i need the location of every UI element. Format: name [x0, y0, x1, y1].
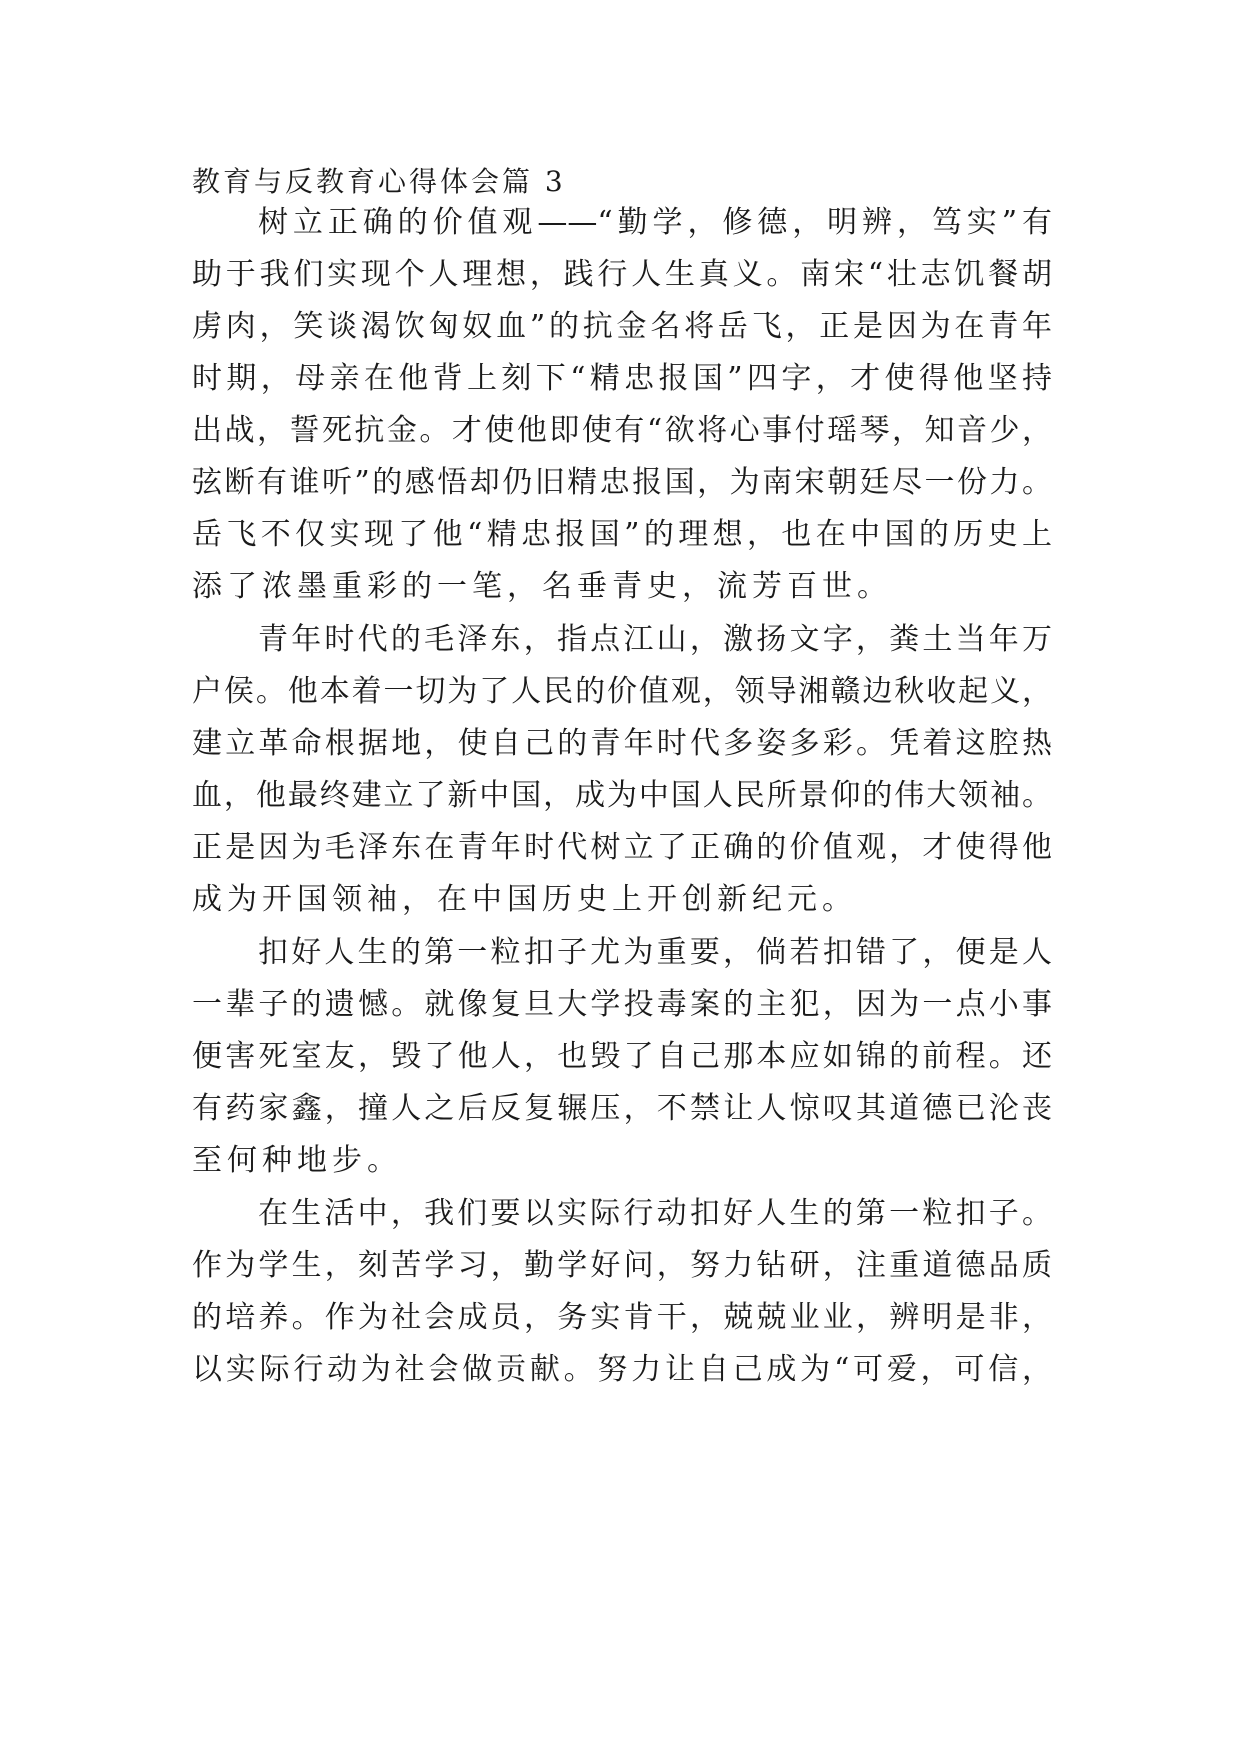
- text-line: 以实际行动为社会做贡献。努力让自己成为“可爱，可信，: [192, 1352, 1052, 1387]
- text-line: 岳飞不仅实现了他“精忠报国”的理想，也在中国的历史上: [192, 517, 1052, 552]
- text-line: 正是因为毛泽东在青年时代树立了正确的价值观，才使得他: [192, 830, 1052, 865]
- text-line: 建立革命根据地，使自己的青年时代多姿多彩。凭着这腔热: [192, 726, 1052, 761]
- text-line: 青年时代的毛泽东，指点江山，激扬文字，粪土当年万: [258, 622, 1052, 657]
- document-title: 教育与反教育心得体会篇 3: [192, 165, 566, 198]
- text-line: 弦断有谁听”的感悟却仍旧精忠报国，为南宋朝廷尽一份力。: [192, 465, 1052, 500]
- text-line: 扣好人生的第一粒扣子尤为重要，倘若扣错了，便是人: [258, 935, 1052, 970]
- text-line: 时期，母亲在他背上刻下“精忠报国”四字，才使得他坚持: [192, 361, 1052, 396]
- text-line: 户侯。他本着一切为了人民的价值观，领导湘赣边秋收起义，: [192, 674, 1052, 709]
- text-line: 树立正确的价值观——“勤学，修德，明辨，笃实”有: [258, 205, 1052, 240]
- text-line: 虏肉，笑谈渴饮匈奴血”的抗金名将岳飞，正是因为在青年: [192, 309, 1052, 344]
- text-line: 血，他最终建立了新中国，成为中国人民所景仰的伟大领袖。: [192, 778, 1052, 813]
- text-line: 一辈子的遗憾。就像复旦大学投毒案的主犯，因为一点小事: [192, 987, 1052, 1022]
- text-line: 成为开国领袖，在中国历史上开创新纪元。: [192, 882, 857, 917]
- text-line: 至何种地步。: [192, 1143, 402, 1178]
- text-line: 作为学生，刻苦学习，勤学好问，努力钻研，注重道德品质: [192, 1248, 1052, 1283]
- text-line: 助于我们实现个人理想，践行人生真义。南宋“壮志饥餐胡: [192, 257, 1052, 292]
- text-line: 在生活中，我们要以实际行动扣好人生的第一粒扣子。: [258, 1196, 1052, 1231]
- text-line: 出战，誓死抗金。才使他即使有“欲将心事付瑶琴，知音少，: [192, 413, 1052, 448]
- text-line: 有药家鑫，撞人之后反复辗压，不禁让人惊叹其道德已沦丧: [192, 1091, 1052, 1126]
- text-line: 添了浓墨重彩的一笔，名垂青史，流芳百世。: [192, 569, 892, 604]
- text-line: 的培养。作为社会成员，务实肯干，兢兢业业，辨明是非，: [192, 1300, 1052, 1335]
- text-line: 便害死室友，毁了他人，也毁了自己那本应如锦的前程。还: [192, 1039, 1052, 1074]
